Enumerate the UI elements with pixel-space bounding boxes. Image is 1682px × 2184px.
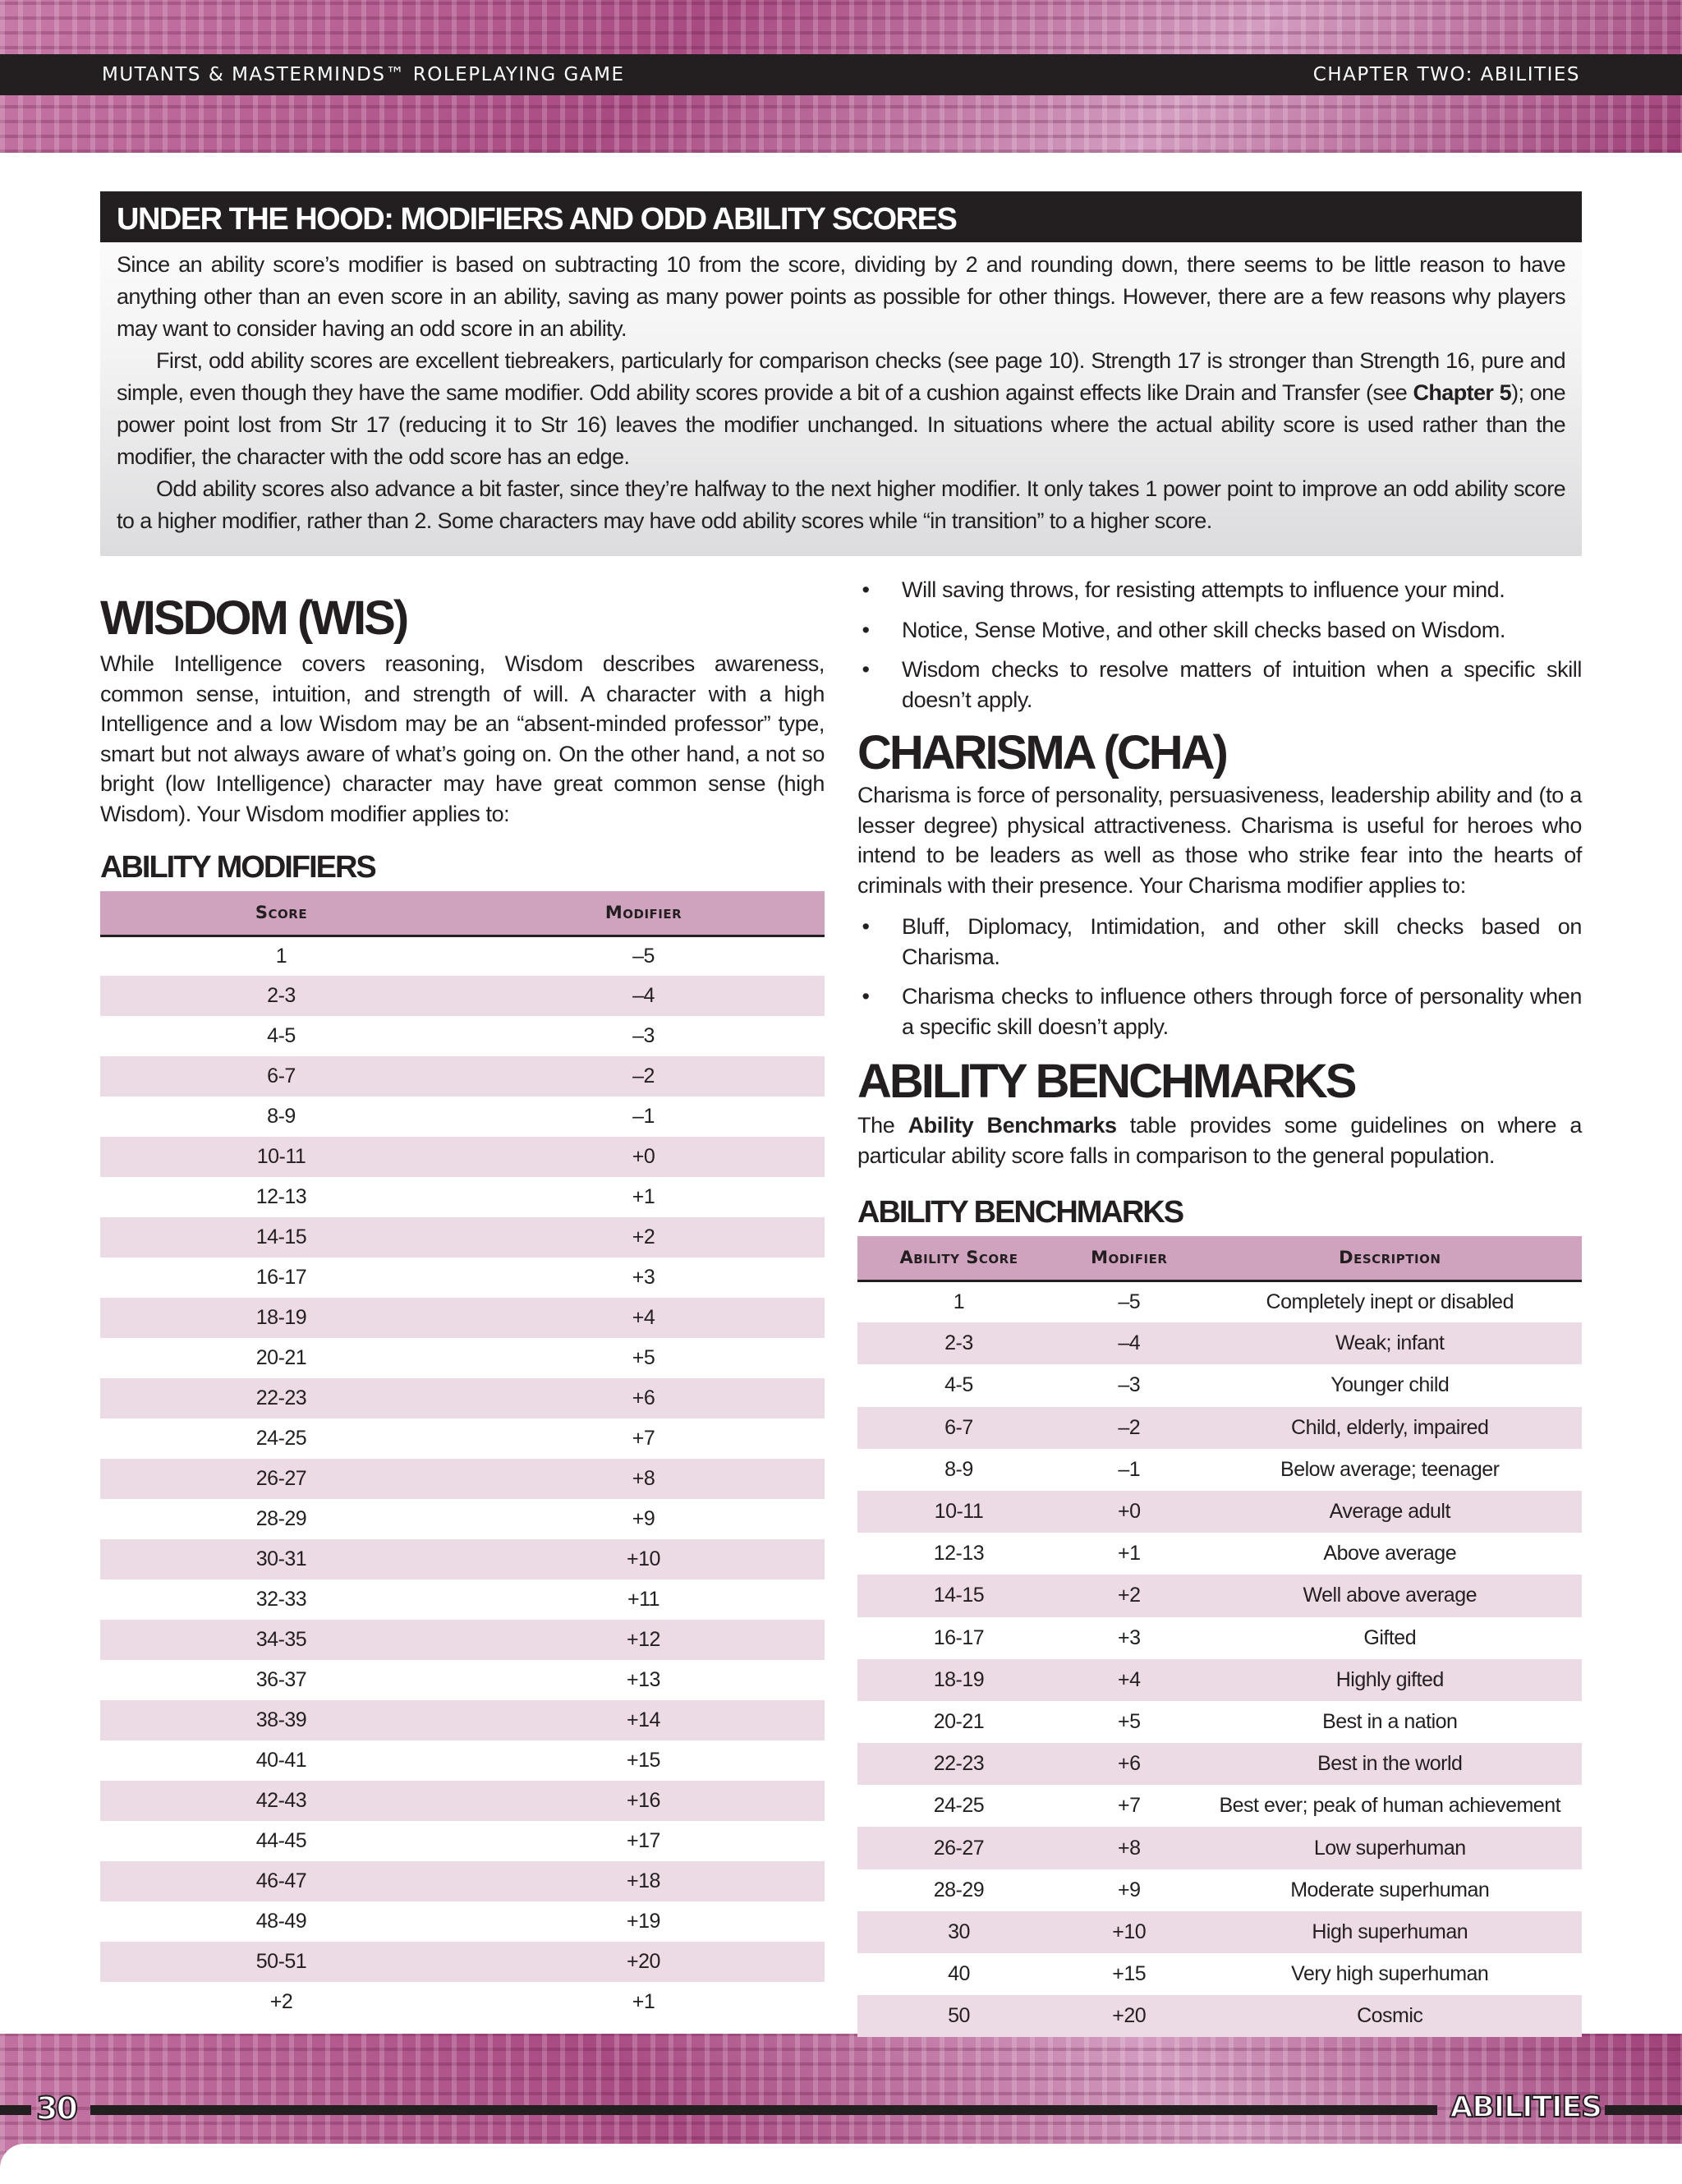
- description-cell: Average adult: [1198, 1491, 1582, 1533]
- table-row: [100, 936, 825, 976]
- table-row: [857, 1911, 1582, 1953]
- ability-score-cell: 14-15: [857, 1575, 1060, 1616]
- table-row: [100, 1378, 825, 1418]
- wisdom-bullet-1: [857, 575, 1582, 605]
- ability-benchmarks-table: [857, 1236, 1582, 2037]
- table-row: [100, 976, 825, 1016]
- ability-score-cell: 10-11: [857, 1491, 1060, 1533]
- ability-modifiers-table: [100, 891, 825, 2022]
- bullet-dot: •: [862, 617, 870, 642]
- bullet-text: Will saving throws, for resisting attempts to influence your mind.: [902, 577, 1505, 602]
- footer-rule: [90, 2105, 1437, 2115]
- sidebar-paragraph-2-text-end: ); one power point lost from Str 17 (reducing it to Str 16) leaves the modifier unchanged. In situations where the actual ability score is used rather than the modifier, the character with the odd score has an edge.: [117, 380, 1565, 469]
- charisma-heading: CHARISMA (CHA): [857, 726, 1226, 779]
- description-cell: Child, elderly, impaired: [1198, 1407, 1582, 1449]
- score-cell: 2-3: [100, 976, 462, 1016]
- score-cell: 32-33: [255, 1588, 307, 1611]
- table-row: [857, 1281, 1582, 1322]
- table-row: [100, 1499, 825, 1539]
- score-cell: 14-15: [100, 1217, 462, 1258]
- wisdom-bullet-2: [857, 615, 1582, 646]
- charisma-body: Charisma is force of personality, persuasiveness, leadership ability and (to a lesser degree) physical attractiveness. Charisma is useful for heroes who intend to be leaders as well as those who strike fear into the hearts of criminals with their presence. Your Charisma modifier applies to:: [857, 783, 1582, 898]
- modifier-cell: +5: [1117, 1709, 1141, 1733]
- score-cell: 12-13: [255, 1185, 307, 1208]
- score-cell: 44-45: [255, 1829, 307, 1852]
- ability-score-cell: 6-7: [857, 1407, 1060, 1449]
- table-row: [100, 1781, 825, 1821]
- bullet-text: Charisma checks to influence others through force of personality when a specific skill doesn’t apply.: [902, 984, 1582, 1039]
- modifier-cell: +20: [1060, 1995, 1198, 2037]
- table-row: [100, 1298, 825, 1338]
- wisdom-bullet-3: [857, 655, 1582, 715]
- table-row: [100, 1861, 825, 1901]
- bullet-dot: •: [862, 657, 870, 682]
- score-cell: 10-11: [100, 1137, 462, 1177]
- modifier-cell: +19: [627, 1910, 660, 1933]
- table-row: [100, 1338, 825, 1378]
- modifier-cell: +5: [632, 1346, 655, 1369]
- benchmarks-intro-text: The: [857, 1113, 908, 1138]
- modifier-cell: +4: [1060, 1659, 1198, 1701]
- score-cell: 1: [275, 944, 287, 968]
- wisdom-heading: WISDOM (WIS): [100, 591, 407, 645]
- modifier-cell: +7: [1117, 1794, 1141, 1818]
- modifier-cell: –4: [462, 976, 825, 1016]
- modifier-cell: +13: [627, 1668, 660, 1691]
- score-cell: 42-43: [100, 1781, 462, 1821]
- chapter-title: CHAPTER TWO: ABILITIES: [1312, 64, 1580, 85]
- charisma-bullet-2: [857, 982, 1582, 1041]
- modifier-cell: +17: [627, 1829, 660, 1852]
- table-row: [100, 1901, 825, 1942]
- table-row: [857, 1617, 1582, 1659]
- ability-score-cell: 18-19: [857, 1659, 1060, 1701]
- ability-score-cell: 2-3: [857, 1322, 1060, 1364]
- modifier-cell: +1: [632, 1185, 655, 1208]
- ability-score-cell: 4-5: [944, 1373, 973, 1397]
- modifier-cell: +14: [462, 1700, 825, 1740]
- score-cell: 50-51: [100, 1942, 462, 1982]
- modifier-cell: +15: [627, 1749, 660, 1772]
- modifier-cell: +6: [1060, 1743, 1198, 1785]
- score-cell: 8-9: [267, 1105, 296, 1128]
- table-row: [100, 1459, 825, 1499]
- modifier-cell: +11: [627, 1588, 660, 1611]
- table-row: [100, 1137, 825, 1177]
- bullet-dot: •: [862, 914, 870, 939]
- score-cell: +2: [269, 1990, 293, 2013]
- score-cell: 40-41: [255, 1749, 307, 1772]
- ability-score-cell: 40: [948, 1962, 970, 1986]
- modifier-cell: +18: [462, 1861, 825, 1901]
- footer-section-label: ABILITIES: [1450, 2090, 1602, 2124]
- sidebar-paragraph-3: Odd ability scores also advance a bit faster, since they’re halfway to the next higher modifier. It only takes 1 power point to improve an odd ability score to a higher modifier, rather than 2. Some characters may have odd ability scores while “in transition” to a higher score.: [117, 476, 1565, 533]
- modifier-cell: +0: [462, 1137, 825, 1177]
- table-row: [857, 1869, 1582, 1911]
- modifier-cell: +2: [1060, 1575, 1198, 1616]
- table-header-row: [100, 891, 825, 936]
- ability-score-cell: 16-17: [933, 1625, 985, 1649]
- modifier-cell: +20: [462, 1942, 825, 1982]
- table-row: [857, 1575, 1582, 1616]
- bullet-dot: •: [862, 984, 870, 1009]
- footer-rule-left: [0, 2105, 31, 2115]
- benchmarks-heading: ABILITY BENCHMARKS: [857, 1055, 1355, 1108]
- table-row: [857, 1322, 1582, 1364]
- sidebar-body: [100, 242, 1582, 537]
- sidebar-paragraph-2: [117, 345, 1565, 473]
- modifier-cell: –1: [632, 1105, 655, 1128]
- table-row: [100, 1740, 825, 1781]
- table-row: [857, 1533, 1582, 1575]
- score-cell: 24-25: [255, 1427, 307, 1450]
- modifier-cell: +4: [462, 1298, 825, 1338]
- bullet-text: Bluff, Diplomacy, Intimidation, and other skill checks based on Charisma.: [902, 914, 1582, 969]
- ability-score-cell: 12-13: [933, 1542, 985, 1566]
- score-cell: 34-35: [100, 1620, 462, 1660]
- description-cell: Well above average: [1198, 1575, 1582, 1616]
- ability-score-cell: 26-27: [857, 1827, 1060, 1869]
- footer-rule-right: [1605, 2105, 1682, 2115]
- description-cell: Highly gifted: [1198, 1659, 1582, 1701]
- column-header-modifier: Modifier: [462, 891, 825, 936]
- table-row: [857, 1449, 1582, 1491]
- column-header-description: Description: [1198, 1236, 1582, 1281]
- score-cell: 46-47: [100, 1861, 462, 1901]
- table-row: [100, 1821, 825, 1861]
- column-header-modifier: Modifier: [1060, 1236, 1198, 1281]
- description-cell: Very high superhuman: [1291, 1962, 1489, 1986]
- score-cell: 26-27: [100, 1459, 462, 1499]
- modifier-cell: +3: [632, 1266, 655, 1289]
- score-cell: 4-5: [267, 1024, 296, 1047]
- score-cell: 28-29: [255, 1507, 307, 1530]
- score-cell: 48-49: [255, 1910, 307, 1933]
- table-row: [857, 1407, 1582, 1449]
- table-row: [100, 1056, 825, 1097]
- modifier-cell: –5: [632, 944, 655, 968]
- game-title: MUTANTS & MASTERMINDS™ ROLEPLAYING GAME: [102, 64, 625, 85]
- score-cell: 22-23: [100, 1378, 462, 1418]
- wisdom-body: While Intelligence covers reasoning, Wisdom describes awareness, common sense, intuition, and strength of will. A character with a high Intelligence and a low Wisdom may be an “absent-minded professor” type, smart but not always aware of what’s going on. On the other hand, a not so bright (low Intelligence) character may have great common sense (high Wisdom). Your Wisdom modifier applies to:: [100, 651, 825, 826]
- description-cell: Gifted: [1363, 1625, 1417, 1649]
- benchmarks-intro: [857, 1110, 1582, 1170]
- modifier-cell: +2: [462, 1217, 825, 1258]
- bullet-text: Notice, Sense Motive, and other skill checks based on Wisdom.: [902, 617, 1505, 642]
- modifier-cell: +10: [1060, 1911, 1198, 1953]
- table-row: [857, 1953, 1582, 1995]
- ability-benchmarks-table-heading: ABILITY BENCHMARKS: [857, 1195, 1183, 1230]
- column-header-ability-score: Ability Score: [857, 1236, 1060, 1281]
- modifier-cell: +1: [632, 1990, 655, 2013]
- modifier-cell: +3: [1117, 1625, 1141, 1649]
- bullet-dot: •: [862, 577, 870, 602]
- table-row: [100, 1660, 825, 1700]
- running-header: [0, 54, 1682, 95]
- column-header-score: Score: [100, 891, 462, 936]
- table-row: [857, 1659, 1582, 1701]
- modifier-cell: +0: [1060, 1491, 1198, 1533]
- ability-score-cell: 50: [857, 1995, 1060, 2037]
- ability-score-cell: 20-21: [933, 1709, 985, 1733]
- ability-score-cell: 22-23: [857, 1743, 1060, 1785]
- table-row: [100, 1418, 825, 1459]
- table-row: [100, 1097, 825, 1137]
- table-row: [100, 1258, 825, 1298]
- charisma-bullet-1: [857, 912, 1582, 972]
- table-row: [100, 1982, 825, 2022]
- right-column: [857, 575, 1582, 2037]
- table-row: [857, 1995, 1582, 2037]
- modifier-cell: +8: [462, 1459, 825, 1499]
- description-cell: Moderate superhuman: [1290, 1878, 1490, 1901]
- description-cell: Low superhuman: [1198, 1827, 1582, 1869]
- modifier-cell: –3: [1118, 1373, 1141, 1397]
- modifier-cell: +15: [1112, 1962, 1147, 1986]
- modifier-cell: +6: [462, 1378, 825, 1418]
- modifier-cell: –5: [1118, 1290, 1141, 1313]
- modifier-cell: +7: [632, 1427, 655, 1450]
- ability-modifiers-heading: ABILITY MODIFIERS: [100, 850, 375, 885]
- description-cell: Weak; infant: [1198, 1322, 1582, 1364]
- score-cell: 38-39: [100, 1700, 462, 1740]
- footer-white-strip: [0, 2144, 1682, 2184]
- table-row: [100, 1700, 825, 1740]
- score-cell: 30-31: [100, 1539, 462, 1579]
- modifier-cell: –3: [632, 1024, 655, 1047]
- table-row: [100, 1579, 825, 1620]
- under-the-hood-sidebar: [100, 191, 1582, 556]
- page-number: 30: [36, 2090, 76, 2127]
- ability-benchmarks-rows: [857, 1281, 1582, 2037]
- table-row: [100, 1942, 825, 1982]
- left-column: [100, 575, 825, 2022]
- ability-score-cell: 1: [953, 1290, 965, 1313]
- modifier-cell: +1: [1117, 1542, 1141, 1566]
- sidebar-title: UNDER THE HOOD: MODIFIERS AND ODD ABILITY SCORES: [100, 191, 1582, 242]
- description-cell: Completely inept or disabled: [1266, 1290, 1514, 1313]
- ability-score-cell: 28-29: [933, 1878, 985, 1901]
- ability-score-cell: 8-9: [944, 1457, 973, 1481]
- modifier-cell: +8: [1060, 1827, 1198, 1869]
- score-cell: 16-17: [255, 1266, 307, 1289]
- table-row: [857, 1491, 1582, 1533]
- table-row: [100, 1177, 825, 1217]
- ability-modifiers-rows: [100, 936, 825, 2022]
- modifier-cell: +10: [462, 1539, 825, 1579]
- bullet-text: Wisdom checks to resolve matters of intuition when a specific skill doesn’t apply.: [902, 657, 1582, 712]
- table-row: [857, 1743, 1582, 1785]
- table-row: [857, 1785, 1582, 1827]
- score-cell: 18-19: [100, 1298, 462, 1338]
- modifier-cell: +9: [632, 1507, 655, 1530]
- chapter-5-reference: Chapter 5: [1413, 380, 1512, 405]
- description-cell: Cosmic: [1198, 1995, 1582, 2037]
- modifier-cell: –2: [462, 1056, 825, 1097]
- score-cell: 36-37: [255, 1668, 307, 1691]
- description-cell: Best ever; peak of human achievement: [1219, 1794, 1561, 1818]
- ability-score-cell: 30: [857, 1911, 1060, 1953]
- description-cell: Best in a nation: [1322, 1709, 1458, 1733]
- modifier-cell: –2: [1060, 1407, 1198, 1449]
- table-row: [100, 1539, 825, 1579]
- modifier-cell: +12: [462, 1620, 825, 1660]
- sidebar-paragraph-2-text: First, odd ability scores are excellent tiebreakers, particularly for comparison checks (see page 10). Strength 17 is stronger than Strength 16, pure and simple, even though they have the same modifier. Odd ability scores provide a bit of a cushion against effects like Drain and Transfer (see: [117, 348, 1565, 405]
- description-cell: Above average: [1323, 1542, 1457, 1566]
- modifier-cell: +9: [1117, 1878, 1141, 1901]
- modifier-cell: –4: [1060, 1322, 1198, 1364]
- table-row: [857, 1827, 1582, 1869]
- table-row: [100, 1620, 825, 1660]
- sidebar-paragraph-1: Since an ability score’s modifier is based on subtracting 10 from the score, dividing by 2 and rounding down, there seems to be little reason to have anything other than an even score in an ability, saving as many power points as possible for other things. However, there are a few reasons why players may want to consider having an odd score in an ability.: [117, 252, 1565, 341]
- table-row: [857, 1701, 1582, 1743]
- table-row: [100, 1016, 825, 1056]
- description-cell: Younger child: [1330, 1373, 1450, 1397]
- modifier-cell: –1: [1118, 1457, 1141, 1481]
- table-row: [857, 1364, 1582, 1406]
- benchmarks-table-reference: Ability Benchmarks: [908, 1113, 1117, 1138]
- benchmarks-intro-text-end: table provides some guidelines on where a particular ability score falls in comparison to the general population.: [857, 1113, 1582, 1168]
- ability-score-cell: 24-25: [933, 1794, 985, 1818]
- score-cell: 20-21: [255, 1346, 307, 1369]
- table-header-row: [857, 1236, 1582, 1281]
- description-cell: High superhuman: [1198, 1911, 1582, 1953]
- description-cell: Below average; teenager: [1280, 1457, 1500, 1481]
- modifier-cell: +16: [462, 1781, 825, 1821]
- table-row: [100, 1217, 825, 1258]
- score-cell: 6-7: [100, 1056, 462, 1097]
- description-cell: Best in the world: [1198, 1743, 1582, 1785]
